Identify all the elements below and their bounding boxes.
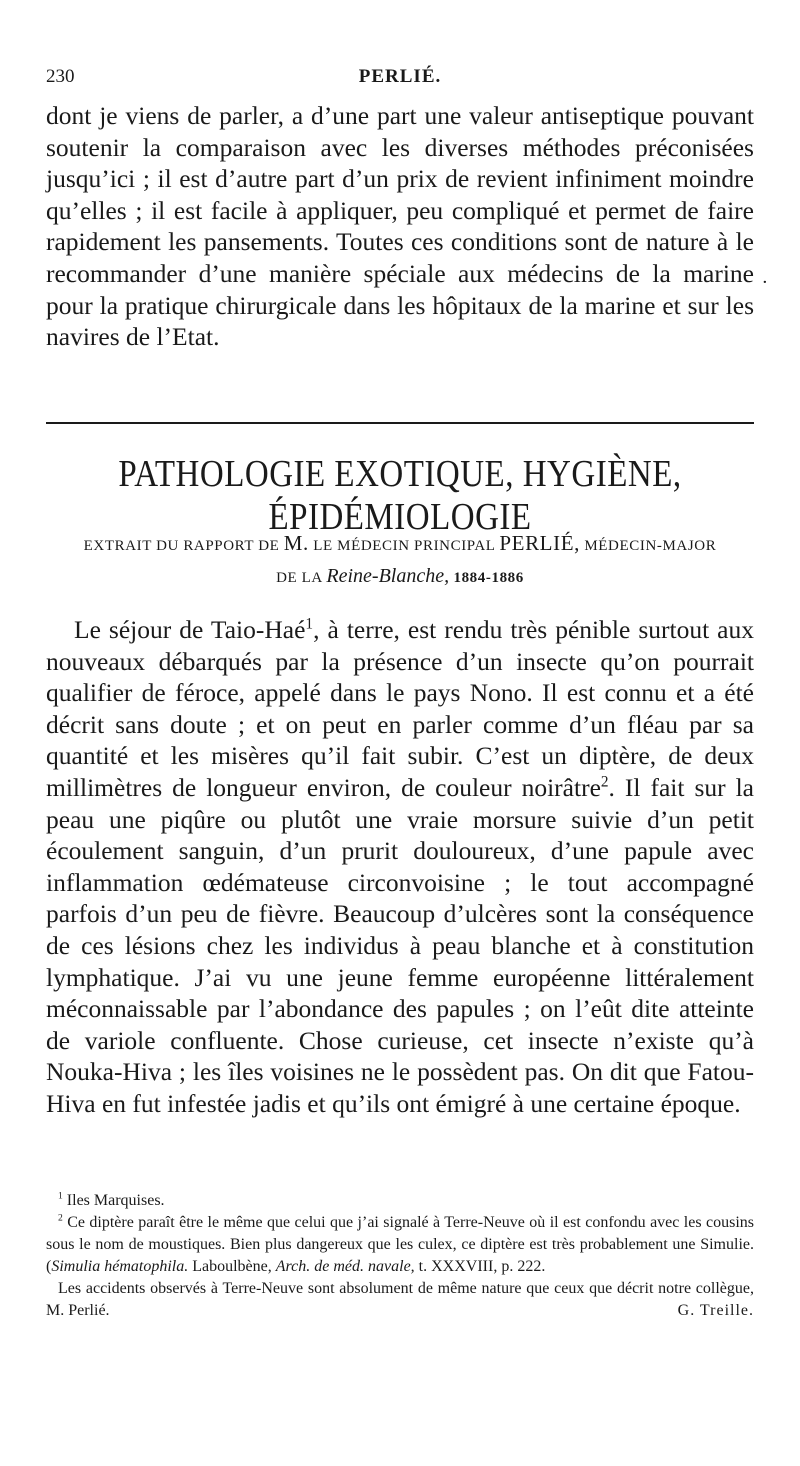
footnote-ref-1: 1 [305, 615, 314, 633]
footnote-2-mark: 2 [58, 1212, 63, 1224]
paragraph-2-end: . Il fait sur la peau une piqûre ou plutôt une vraie morsure suivie d’un petit écoulement sanguin, d’un prurit douloureux, d’une papule avec inflammation œdémateuse circonvoisine ; le tout accompagné parfois d’un peu de fièvre. Beaucoup d’ulcères sont la conséquence de ces lésions chez les individus à peau blanche et à constitution lymphatique. J’ai vu une jeune femme européenne littéralement méconnaissable par l’abondance des papules ; on l’eût dite atteinte de variole confluente. Chose curieuse, cet insecte n’existe qu’à Nouka-Hiva ; les îles voisines ne le possèdent pas. On dit que Fatou-Hiva en fut infestée jadis et qu’ils ont émigré à une certaine époque. [46, 772, 755, 1118]
section-title: PATHOLOGIE EXOTIQUE, HYGIÈNE, ÉPIDÉMIOLOGIE [118, 454, 682, 538]
footnote-2-journal: Arch. de méd. navale, [275, 1258, 415, 1275]
running-head [46, 64, 754, 94]
margin-dot: · [762, 272, 768, 293]
extract-de-la: DE LA [276, 570, 323, 586]
footnote-2-author: Laboulbène, [188, 1258, 276, 1275]
editor-signature: G. Treille. [677, 1302, 754, 1319]
paragraph-2-start: Le séjour de Taio-Haé [74, 615, 306, 644]
footnote-2-species: Simulia hématophila. [51, 1258, 189, 1275]
extract-line-1 [46, 528, 754, 561]
extract-text: EXTRAIT DU RAPPORT DE [83, 538, 280, 554]
section-divider [46, 422, 754, 424]
editor-note [46, 1278, 754, 1322]
page-number: 230 [46, 66, 75, 87]
footnotes [46, 1190, 754, 1322]
extract-heading [46, 528, 754, 593]
footnote-1-mark: 1 [58, 1190, 63, 1202]
paragraph-2-middle: , à terre, est rendu très pénible surtout aux nouveaux débarqués par la présence d’un insecte qu’on pourrait qualifier de féroce, appelé dans le pays Nono. Il est connu et a été décrit sans doute ; et on peut en parler comme d’un fléau par sa quantité et les misères qu’il fait subir. C’est un diptère, de deux millimètres de longueur environ, de couleur noirâtre [46, 615, 754, 802]
footnote-2 [46, 1212, 754, 1278]
extract-years: 1884-1886 [453, 570, 524, 586]
footnote-2-text: Ce diptère paraît être le même que celui que j’ai signalé à Terre-Neuve où il est confondu avec les cousins sous le nom de moustiques. Bien plus dangereux que les culex, ce diptère est très probablement une Simulie. ( [46, 1214, 754, 1275]
editor-note-text: Les accidents observés à Terre-Neuve sont absolument de même nature que ceux que décrit notre collègue, M. Perlié. [46, 1280, 754, 1319]
extract-title-m: M. [283, 531, 309, 555]
extract-position: MÉDECIN-MAJOR [584, 538, 717, 554]
paragraph-antiseptic-conclusion: dont je viens de parler, a d’une part une valeur antiseptique pouvant soutenir la comparaison avec les diverses méthodes préconisées jusqu’ici ; il est d’autre part d’un prix de revient infiniment moindre qu’elles ; il est facile à appliquer, peu compliqué et permet de faire rapidement les pansements. Toutes ces conditions sont de nature à le recommander d’une manière spéciale aux médecins de la marine pour la pratique chirurgicale dans les hôpitaux de la marine et sur les navires de l’Etat. [46, 101, 754, 352]
footnote-1-text: Iles Marquises. [66, 1192, 165, 1209]
footnote-1 [46, 1190, 754, 1212]
extract-ship-name: Reine-Blanche, [326, 565, 450, 587]
footnote-ref-2: 2 [600, 773, 609, 791]
extract-author: PERLIÉ, [499, 531, 580, 555]
extract-line-2 [46, 561, 754, 593]
running-title: PERLIÉ. [358, 66, 442, 87]
footnote-2-reference: t. XXXVIII, p. 222. [414, 1258, 546, 1275]
extract-rank: LE MÉDECIN PRINCIPAL [313, 538, 495, 554]
paragraph-nono-insect [46, 614, 754, 1120]
